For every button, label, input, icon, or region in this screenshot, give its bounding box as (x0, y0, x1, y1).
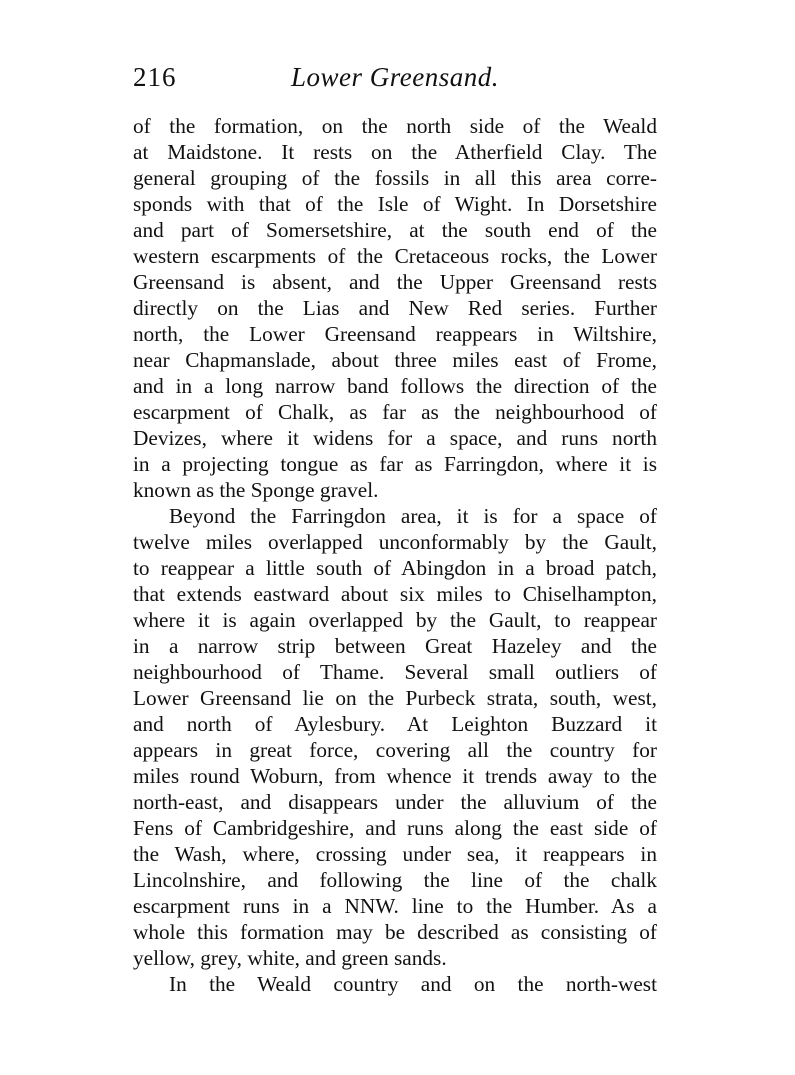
text-line: where it is again overlapped by the Gault, to reappear (133, 608, 657, 632)
text-line: of the formation, on the north side of the Weald (133, 114, 657, 138)
text-line: that extends eastward about six miles to Chiselhampton, (133, 582, 657, 606)
text-line: western escarpments of the Cretaceous rocks, the Lower (133, 244, 657, 268)
text-line: escarpment of Chalk, as far as the neighbourhood of (133, 400, 657, 424)
text-line: in a projecting tongue as far as Farringdon, where it is (133, 452, 657, 476)
text-line: in a narrow strip between Great Hazeley and the (133, 634, 657, 658)
text-line: appears in great force, covering all the country for (133, 738, 657, 762)
text-line: yellow, grey, white, and green sands. (133, 946, 447, 970)
text-line: and north of Aylesbury. At Leighton Buzzard it (133, 712, 657, 736)
text-line: the Wash, where, crossing under sea, it reappears in (133, 842, 657, 866)
page-header (133, 62, 657, 102)
text-line: general grouping of the fossils in all this area corre- (133, 166, 657, 190)
text-line: sponds with that of the Isle of Wight. In Dorsetshire (133, 192, 657, 216)
text-line: directly on the Lias and New Red series. Further (133, 296, 657, 320)
text-line: and part of Somersetshire, at the south end of the (133, 218, 657, 242)
body-text (133, 113, 657, 997)
text-line: north, the Lower Greensand reappears in Wiltshire, (133, 322, 657, 346)
text-line: Lincolnshire, and following the line of the chalk (133, 868, 657, 892)
text-line: Devizes, where it widens for a space, and runs north (133, 426, 657, 450)
text-line: Beyond the Farringdon area, it is for a space of (169, 504, 657, 528)
text-line: neighbourhood of Thame. Several small outliers of (133, 660, 657, 684)
text-line: at Maidstone. It rests on the Atherfield Clay. The (133, 140, 657, 164)
text-line: to reappear a little south of Abingdon in a broad patch, (133, 556, 657, 580)
text-line: near Chapmanslade, about three miles east of Frome, (133, 348, 657, 372)
text-line: escarpment runs in a NNW. line to the Humber. As a (133, 894, 657, 918)
text-line: whole this formation may be described as consisting of (133, 920, 657, 944)
text-line: and in a long narrow band follows the direction of the (133, 374, 657, 398)
text-line: Lower Greensand lie on the Purbeck strata, south, west, (133, 686, 657, 710)
text-line: Greensand is absent, and the Upper Greensand rests (133, 270, 657, 294)
text-line: twelve miles overlapped unconformably by the Gault, (133, 530, 657, 554)
text-line: In the Weald country and on the north-west (169, 972, 657, 996)
text-line: north-east, and disappears under the alluvium of the (133, 790, 657, 814)
page-number: 216 (133, 62, 177, 92)
text-line: miles round Woburn, from whence it trends away to the (133, 764, 657, 788)
running-head: Lower Greensand. (291, 62, 499, 92)
text-line: known as the Sponge gravel. (133, 478, 379, 502)
text-line: Fens of Cambridgeshire, and runs along the east side of (133, 816, 657, 840)
